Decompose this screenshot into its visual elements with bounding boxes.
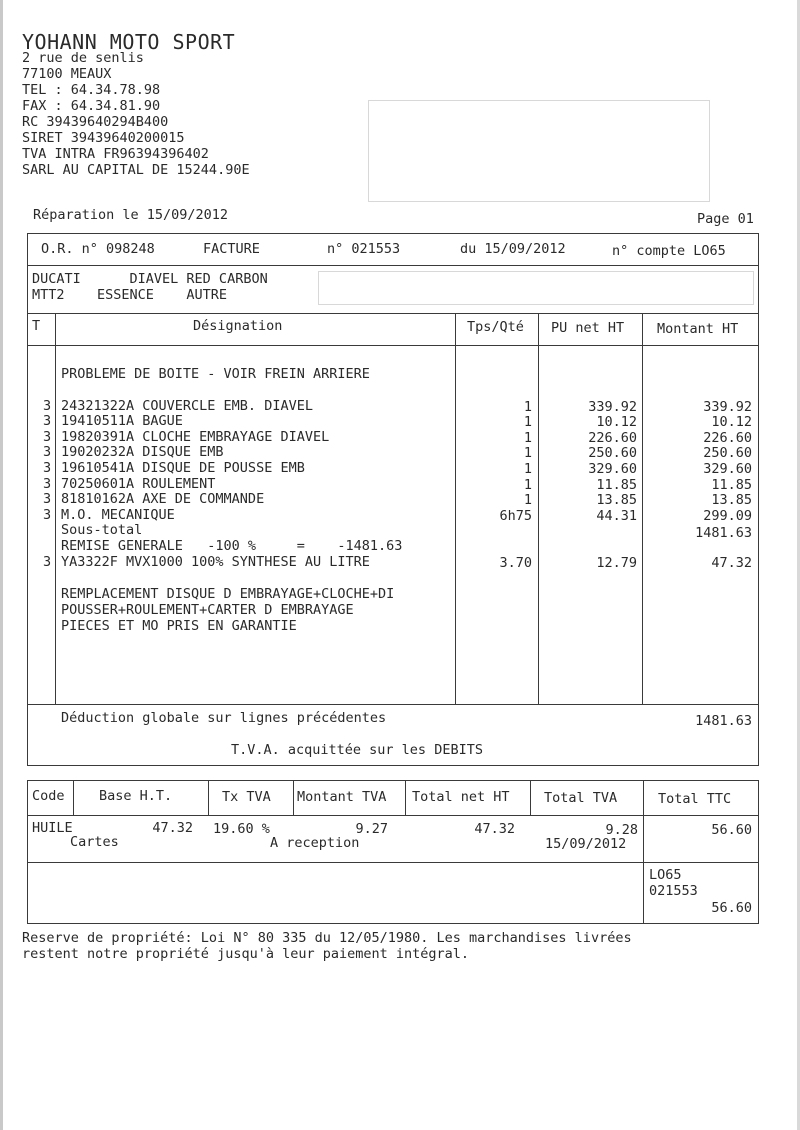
col-header-qty: Tps/Qté [467, 319, 524, 335]
line-amount: 226.60 [703, 430, 752, 446]
line-t: 3 [43, 444, 52, 460]
line-amount: 10.12 [711, 414, 752, 430]
note-line: REMPLACEMENT DISQUE D EMBRAYAGE+CLOCHE+DI [61, 586, 395, 602]
company-phone: TEL : 64.34.78.98 [22, 82, 161, 98]
summary-col-divider [405, 780, 406, 815]
col-divider-qty [538, 313, 539, 704]
line-unit-price: 11.85 [596, 477, 637, 493]
line-qty: 1 [523, 477, 532, 493]
vehicle-details: MTT2 ESSENCE AUTRE [32, 287, 228, 303]
oil-line-amount: 47.32 [711, 555, 752, 571]
invoice-number: n° 021553 [327, 241, 401, 257]
stub-amount: 56.60 [711, 900, 752, 916]
deduction-amount: 1481.63 [695, 713, 752, 729]
subtotal-label: Sous-total [61, 522, 143, 538]
company-fax: FAX : 64.34.81.90 [22, 98, 161, 114]
footer-reserve-line1: Reserve de propriété: Loi N° 80 335 du 12/05/1980. Les marchandises livrées [22, 930, 632, 946]
oil-line-t: 3 [43, 554, 52, 570]
summary-header-code: Code [32, 788, 65, 804]
line-designation: 19410511A BAGUE [61, 413, 183, 429]
line-designation: 81810162A AXE DE COMMANDE [61, 491, 265, 507]
summary-code: HUILE [32, 820, 73, 836]
line-t: 3 [43, 476, 52, 492]
summary-col-divider [208, 780, 209, 815]
note-line: PIECES ET MO PRIS EN GARANTIE [61, 618, 297, 634]
subtotal-amount: 1481.63 [695, 525, 752, 541]
line-designation: 19020232A DISQUE EMB [61, 444, 224, 460]
footer-reserve-line2: restent notre propriété jusqu'à leur paiement intégral. [22, 946, 470, 962]
col-header-amount: Montant HT [657, 321, 739, 337]
stub-invoice: 021553 [649, 883, 698, 899]
column-header-divider [27, 345, 759, 346]
account-number: n° compte LO65 [612, 243, 726, 259]
line-qty: 6h75 [499, 508, 532, 524]
company-siret: SIRET 39439640200015 [22, 130, 185, 146]
scan-edge-left [0, 0, 3, 1130]
summary-rate: 19.60 % [213, 821, 270, 837]
summary-tva-total: 9.28 [605, 822, 638, 838]
stub-account: LO65 [649, 867, 682, 883]
summary-col-divider [643, 780, 644, 924]
oil-line-qty: 3.70 [499, 555, 532, 571]
tva-note: T.V.A. acquittée sur les DEBITS [231, 742, 483, 758]
col-header-t: T [32, 318, 41, 334]
line-amount: 329.60 [703, 461, 752, 477]
col-divider-t [55, 313, 56, 704]
line-designation: 24321322A COUVERCLE EMB. DIAVEL [61, 398, 313, 414]
line-t: 3 [43, 398, 52, 414]
or-number: O.R. n° 098248 [41, 241, 155, 257]
line-unit-price: 10.12 [596, 414, 637, 430]
line-qty: 1 [523, 430, 532, 446]
line-amount: 339.92 [703, 399, 752, 415]
discount-line: REMISE GENERALE -100 % = -1481.63 [61, 538, 403, 554]
line-unit-price: 13.85 [596, 492, 637, 508]
company-tva: TVA INTRA FR96394396402 [22, 146, 209, 162]
oil-line-designation: YA3322F MVX1000 100% SYNTHESE AU LITRE [61, 554, 370, 570]
company-name: YOHANN MOTO SPORT [22, 30, 236, 54]
line-designation: 70250601A ROULEMENT [61, 476, 216, 492]
summary-header-tva-amount: Montant TVA [297, 789, 387, 805]
vehicle-model: DUCATI DIAVEL RED CARBON [32, 271, 268, 287]
invoice-date: du 15/09/2012 [460, 241, 566, 257]
line-designation: 19820391A CLOCHE EMBRAYAGE DIAVEL [61, 429, 330, 445]
header-divider [27, 265, 759, 266]
company-address-city: 77100 MEAUX [22, 66, 112, 82]
line-designation: 19610541A DISQUE DE POUSSE EMB [61, 460, 305, 476]
summary-col-divider [73, 780, 74, 815]
summary-header-net-total: Total net HT [412, 789, 510, 805]
line-unit-price: 44.31 [596, 508, 637, 524]
line-amount: 299.09 [703, 508, 752, 524]
deduction-label: Déduction globale sur lignes précédentes [61, 710, 387, 726]
line-t: 3 [43, 507, 52, 523]
company-capital: SARL AU CAPITAL DE 15244.90E [22, 162, 250, 178]
summary-ttc-total: 56.60 [711, 822, 752, 838]
col-divider-designation [455, 313, 456, 704]
lines-bottom-divider [27, 704, 759, 705]
summary-net-total: 47.32 [474, 821, 515, 837]
line-qty: 1 [523, 399, 532, 415]
document-type: FACTURE [203, 241, 260, 257]
oil-line-unit-price: 12.79 [596, 555, 637, 571]
company-address-street: 2 rue de senlis [22, 50, 144, 66]
summary-header-base: Base H.T. [99, 788, 173, 804]
summary-tva-amount: 9.27 [355, 821, 388, 837]
line-t: 3 [43, 429, 52, 445]
line-qty: 1 [523, 445, 532, 461]
problem-description: PROBLEME DE BOITE - VOIR FREIN ARRIERE [61, 366, 370, 382]
line-qty: 1 [523, 461, 532, 477]
line-qty: 1 [523, 492, 532, 508]
line-t: 3 [43, 413, 52, 429]
line-amount: 13.85 [711, 492, 752, 508]
col-divider-unit [642, 313, 643, 704]
line-t: 3 [43, 491, 52, 507]
summary-header-rate: Tx TVA [222, 789, 271, 805]
address-window [368, 100, 710, 202]
page-number: Page 01 [697, 211, 754, 227]
summary-header-ttc-total: Total TTC [658, 791, 732, 807]
summary-header-tva-total: Total TVA [544, 790, 618, 806]
line-qty: 1 [523, 414, 532, 430]
line-unit-price: 329.60 [588, 461, 637, 477]
repair-date: Réparation le 15/09/2012 [33, 207, 229, 223]
due-date: 15/09/2012 [545, 836, 627, 852]
line-amount: 11.85 [711, 477, 752, 493]
vehicle-divider [27, 313, 759, 314]
col-header-unit: PU net HT [551, 320, 625, 336]
payment-method: Cartes [70, 834, 119, 850]
note-line: POUSSER+ROULEMENT+CARTER D EMBRAYAGE [61, 602, 354, 618]
summary-row-divider [27, 862, 759, 863]
summary-col-divider [530, 780, 531, 815]
line-unit-price: 250.60 [588, 445, 637, 461]
vehicle-extra-box [318, 271, 754, 305]
summary-base: 47.32 [152, 820, 193, 836]
summary-col-divider [293, 780, 294, 815]
line-unit-price: 339.92 [588, 399, 637, 415]
line-unit-price: 226.60 [588, 430, 637, 446]
summary-header-divider [27, 815, 759, 816]
line-amount: 250.60 [703, 445, 752, 461]
line-designation: M.O. MECANIQUE [61, 507, 175, 523]
line-t: 3 [43, 460, 52, 476]
col-header-designation: Désignation [193, 318, 283, 334]
company-rc: RC 39439640294B400 [22, 114, 169, 130]
payment-terms: A reception [270, 835, 360, 851]
